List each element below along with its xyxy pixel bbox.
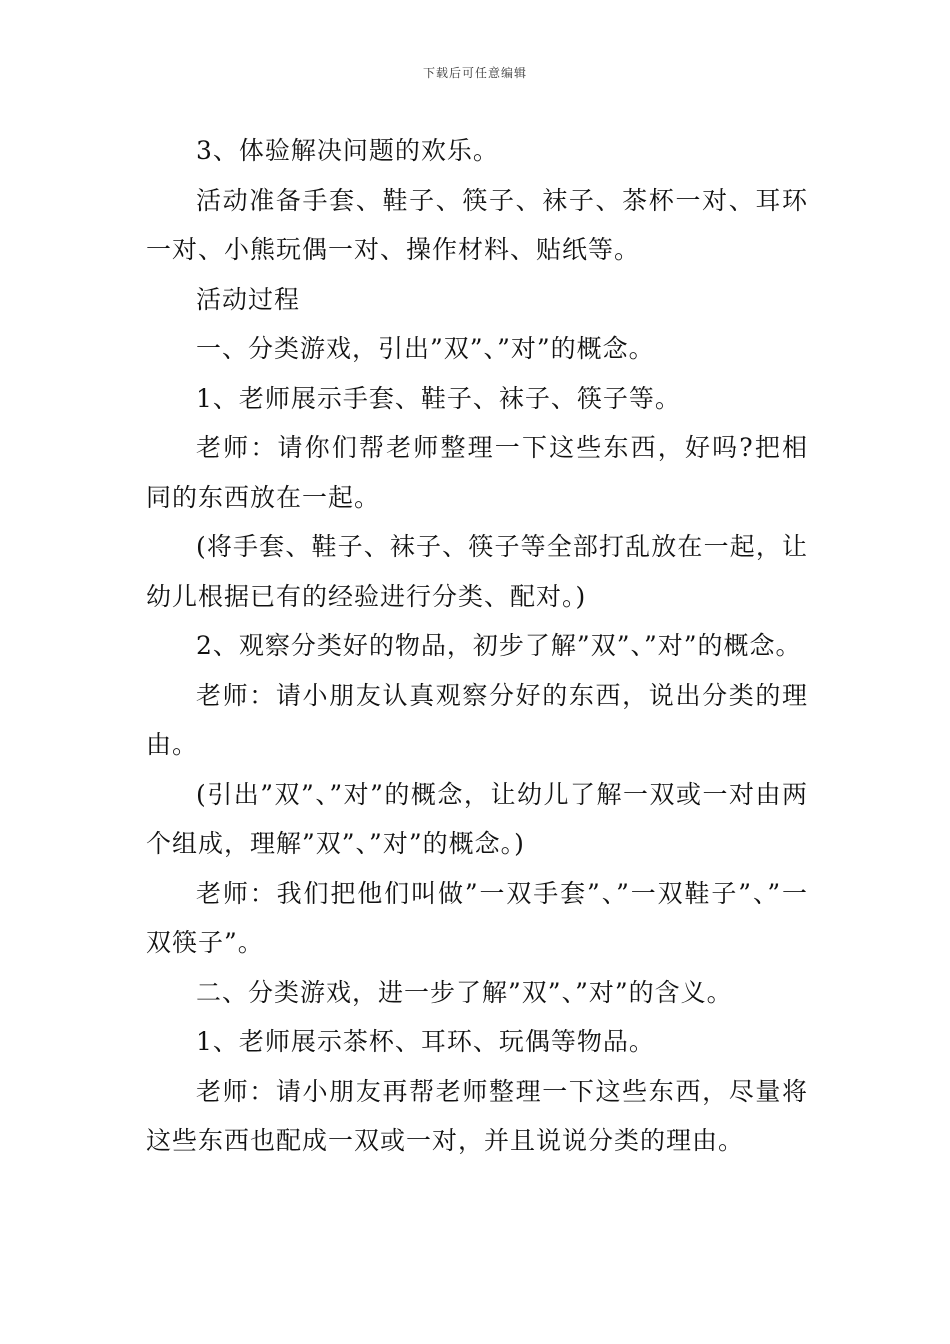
paragraph-teacher-2: 老师：请小朋友认真观察分好的东西，说出分类的理由。: [146, 680, 808, 759]
paragraph-process-heading: 活动过程: [196, 284, 301, 314]
paragraph-teacher-4: 老师：请小朋友再帮老师整理一下这些东西，尽量将这些东西也配成一双或一对，并且说说分类的理由。: [146, 1076, 808, 1155]
paragraph-step-1-1: 1、老师展示手套、鞋子、袜子、筷子等。: [196, 383, 681, 413]
page-header-note: 下载后可任意编辑: [422, 66, 527, 80]
paragraph-preparation: 活动准备手套、鞋子、筷子、袜子、茶杯一对、耳环一对、小熊玩偶一对、操作材料、贴纸等。: [146, 185, 808, 264]
paragraph-step-2-1: 1、老师展示茶杯、耳环、玩偶等物品。: [196, 1027, 655, 1056]
paragraph-section-2-heading: 二、分类游戏，进一步了解”双”、”对”的含义。: [196, 977, 733, 1007]
paragraph-note-1: (将手套、鞋子、袜子、筷子等全部打乱放在一起，让幼儿根据已有的经验进行分类、配对。): [146, 532, 808, 611]
paragraph-note-2: (引出”双”、”对”的概念，让幼儿了解一双或一对由两个组成，理解”双”、”对”的概念。): [146, 779, 808, 858]
paragraph-step-1-2: 2、观察分类好的物品，初步了解”双”、”对”的概念。: [196, 631, 802, 660]
paragraph-teacher-1: 老师：请你们帮老师整理一下这些东西，好吗?把相同的东西放在一起。: [146, 433, 808, 512]
document-body: [146, 126, 808, 1166]
paragraph-goal-3: 3、体验解决问题的欢乐。: [196, 136, 499, 165]
paragraph-teacher-3: 老师：我们把他们叫做”一双手套”、”一双鞋子”、”一双筷子”。: [146, 878, 808, 957]
paragraph-section-1-heading: 一、分类游戏，引出”双”、”对”的概念。: [196, 334, 655, 363]
